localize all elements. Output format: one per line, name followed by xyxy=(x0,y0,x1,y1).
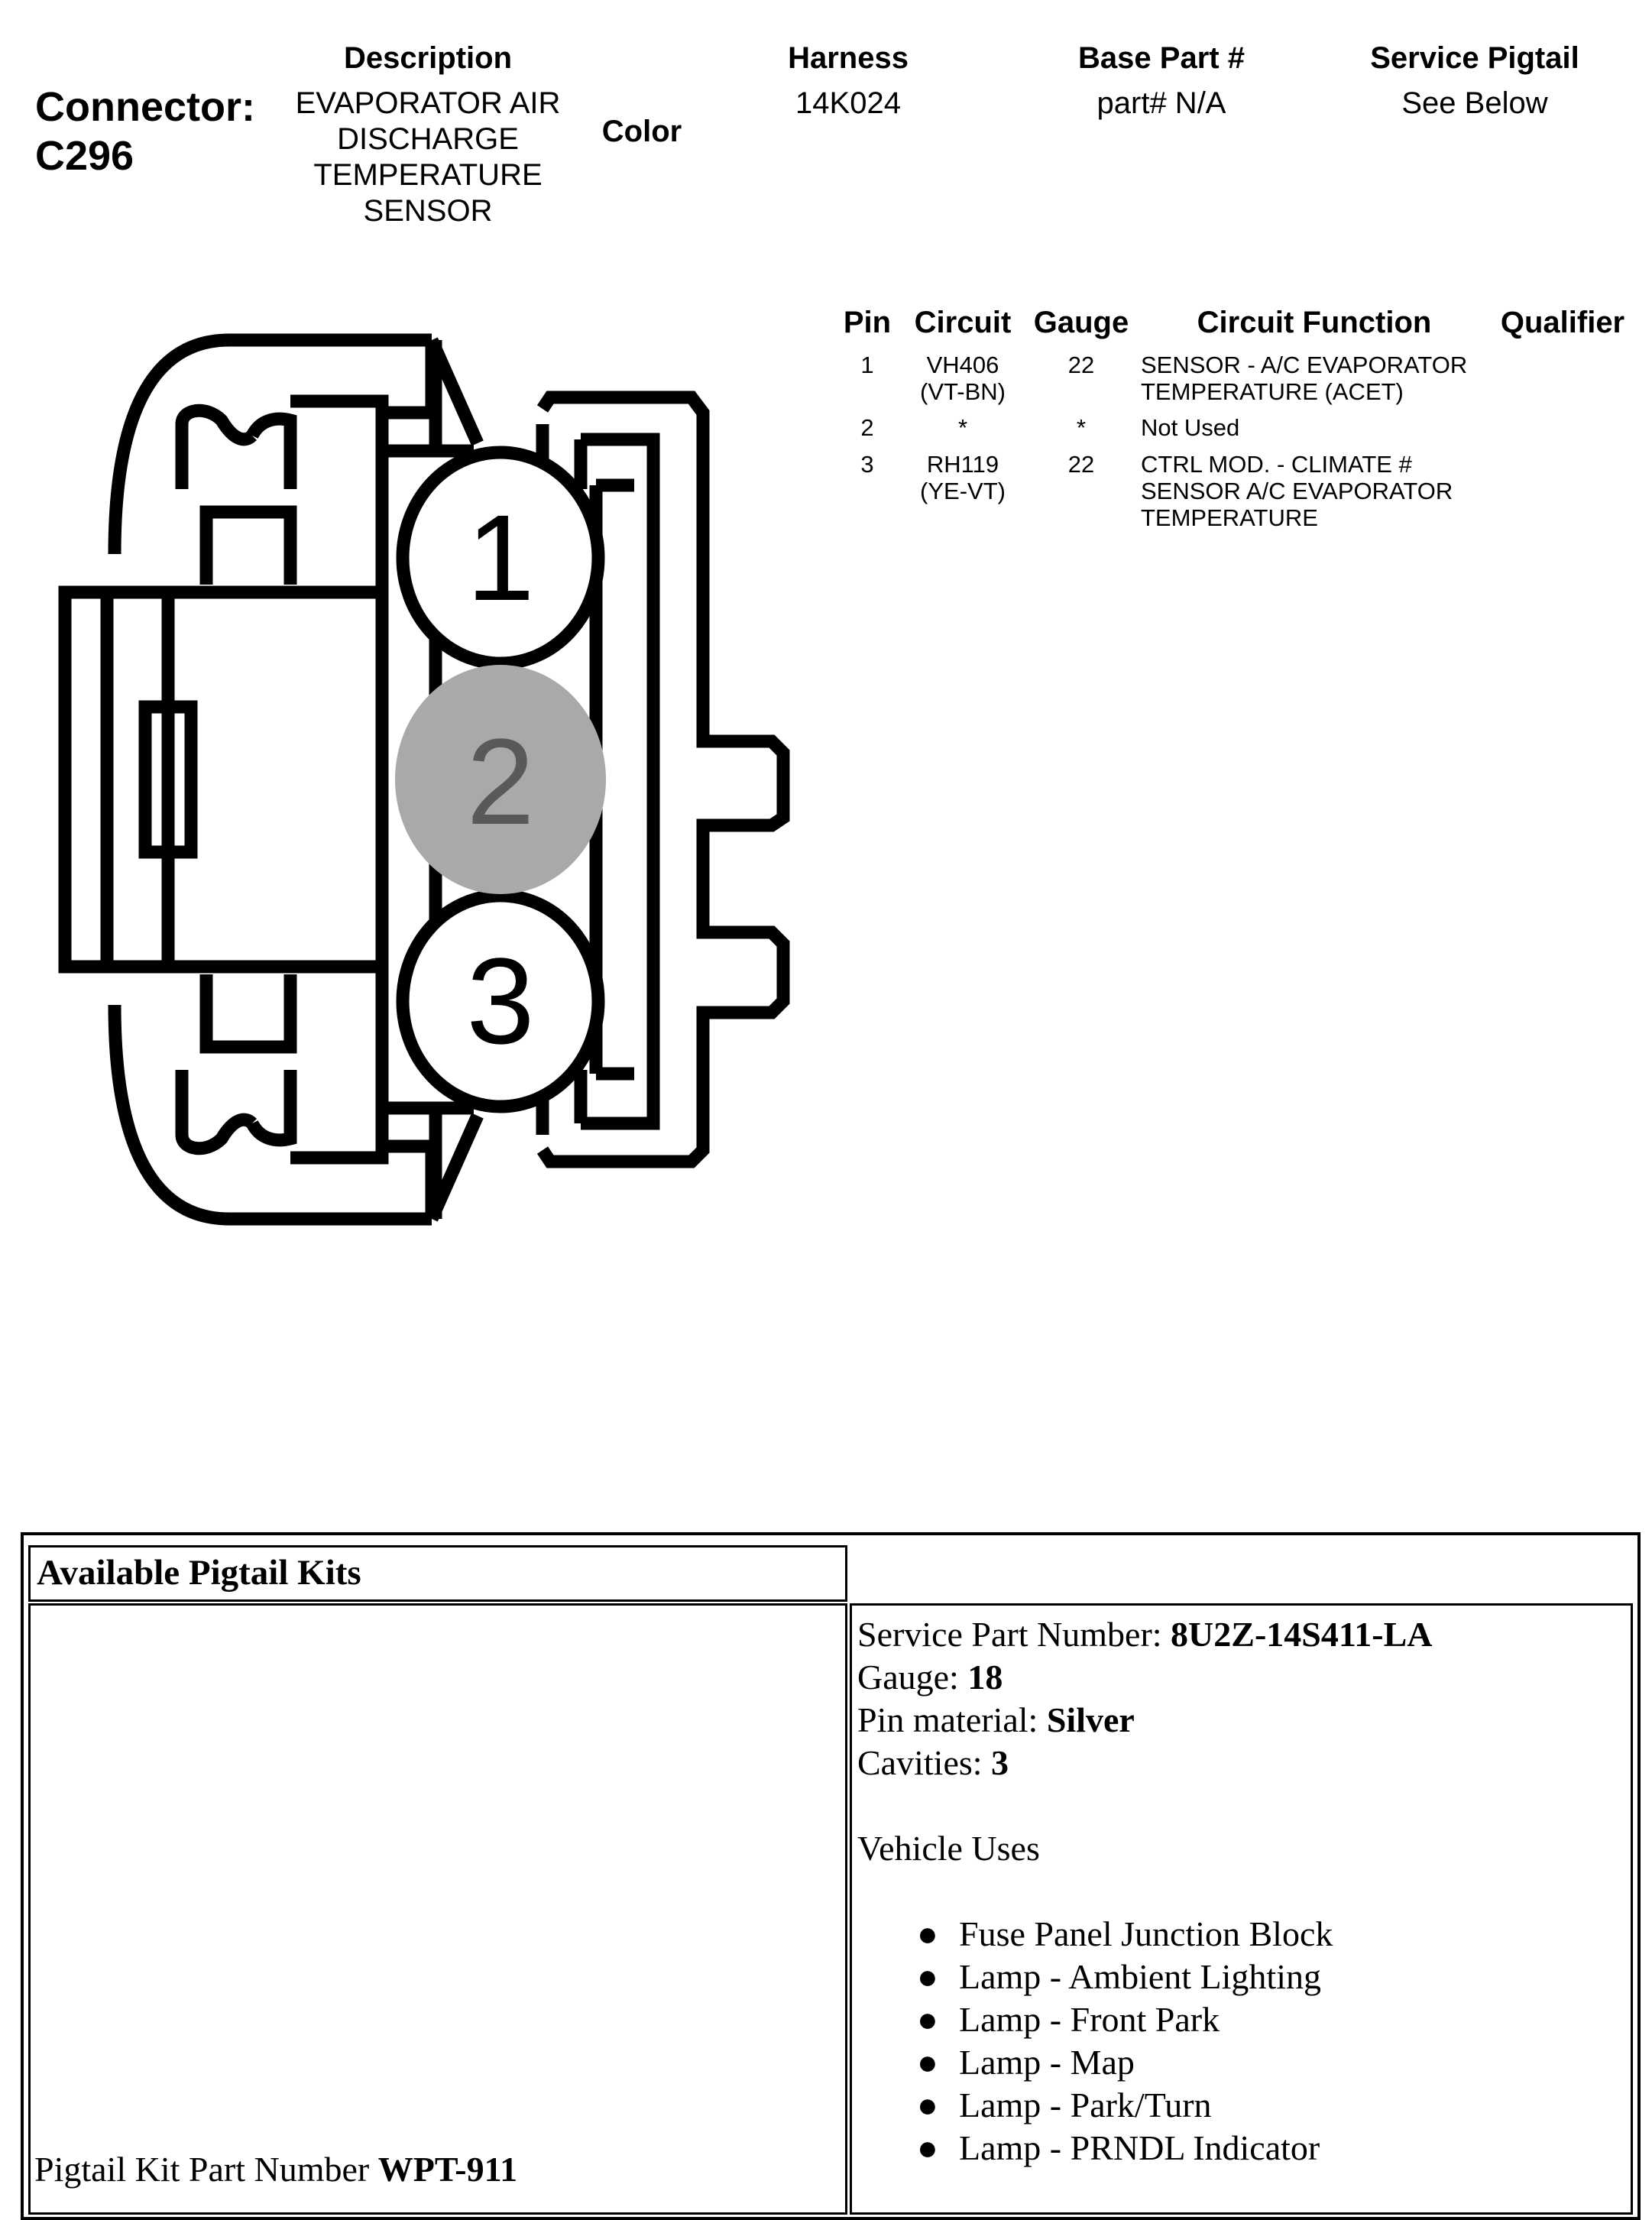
vehicle-use: Lamp - Map xyxy=(959,2043,1135,2082)
kit-part-label: Pigtail Kit Part Number xyxy=(34,2150,378,2189)
pigtail-kits-title: Available Pigtail Kits xyxy=(37,1553,361,1593)
connector-title xyxy=(35,83,255,180)
bullet-icon: ● xyxy=(917,2086,938,2124)
list-item xyxy=(917,2041,1631,2084)
table-row-pin: 2 xyxy=(860,414,874,441)
vehicle-use: Lamp - Front Park xyxy=(959,2000,1220,2039)
table-row-circuit xyxy=(902,451,1024,504)
service-part-value: 8U2Z-14S411-LA xyxy=(1171,1615,1433,1654)
table-row-pin: 3 xyxy=(860,451,874,478)
vehicle-use: Lamp - Ambient Lighting xyxy=(959,1957,1321,1996)
function-column-header: Circuit Function xyxy=(1197,306,1432,339)
pin-3-label: 3 xyxy=(466,932,535,1069)
service-pigtail-header: Service Pigtail xyxy=(1370,41,1579,75)
function-line: TEMPERATURE xyxy=(1141,504,1318,531)
pigtail-spec-cell xyxy=(850,1603,1633,2215)
pin-1 xyxy=(403,452,598,663)
pin-1-label: 1 xyxy=(466,489,535,626)
table-row-circuit xyxy=(902,352,1024,405)
pin-material-label: Pin material: xyxy=(857,1700,1047,1739)
kit-part-value: WPT-911 xyxy=(377,2150,518,2189)
circuit-column-header: Circuit xyxy=(914,306,1012,339)
gauge-column-header: Gauge xyxy=(1033,306,1129,339)
gauge-value: 18 xyxy=(967,1658,1003,1697)
circuit-color: (YE-VT) xyxy=(920,478,1006,504)
service-part-label: Service Part Number: xyxy=(857,1615,1171,1654)
description-line: EVAPORATOR AIR xyxy=(295,86,561,120)
connector-id: C296 xyxy=(35,133,134,179)
vehicle-use: Fuse Panel Junction Block xyxy=(959,1914,1333,1953)
table-row-gauge: 22 xyxy=(1067,352,1095,378)
harness-value: 14K024 xyxy=(795,86,901,120)
vehicle-use: Lamp - PRNDL Indicator xyxy=(959,2128,1320,2167)
color-header: Color xyxy=(601,115,682,148)
service-part-number xyxy=(857,1613,1631,1656)
table-row-gauge: 22 xyxy=(1067,451,1095,478)
bullet-icon: ● xyxy=(917,2128,938,2167)
vehicle-uses-list xyxy=(917,1913,1631,2170)
description-line: SENSOR xyxy=(363,194,493,228)
base-part-value: part# N/A xyxy=(1096,86,1226,120)
table-row-function xyxy=(1141,352,1492,405)
circuit-code: * xyxy=(957,414,968,441)
bullet-icon: ● xyxy=(917,2000,938,2039)
list-item xyxy=(917,1956,1631,1998)
circuit-color: (VT-BN) xyxy=(920,378,1006,405)
pigtail-kit-part-number xyxy=(34,2148,517,2191)
list-item xyxy=(917,2084,1631,2127)
list-item xyxy=(917,1913,1631,1956)
table-row-function xyxy=(1141,451,1492,531)
cavities-label: Cavities: xyxy=(857,1743,992,1782)
list-item xyxy=(917,1998,1631,2041)
vehicle-use: Lamp - Park/Turn xyxy=(959,2086,1212,2124)
pigtail-kit-image-cell xyxy=(28,1603,847,2215)
bullet-icon: ● xyxy=(917,2043,938,2082)
pin-material-spec xyxy=(857,1699,1631,1742)
function-line: SENSOR - A/C EVAPORATOR xyxy=(1141,352,1468,378)
pin-3 xyxy=(403,896,598,1107)
table-row-gauge: * xyxy=(1076,414,1087,441)
circuit-code: VH406 xyxy=(926,352,999,378)
gauge-spec xyxy=(857,1656,1631,1699)
description-header: Description xyxy=(343,41,513,75)
bullet-icon: ● xyxy=(917,1957,938,1996)
connector-label: Connector: xyxy=(35,84,255,130)
gauge-label: Gauge: xyxy=(857,1658,968,1697)
cavities-spec xyxy=(857,1742,1631,1784)
description-line: DISCHARGE xyxy=(337,122,519,156)
bullet-icon: ● xyxy=(917,1914,938,1953)
list-item xyxy=(917,2127,1631,2170)
function-line: TEMPERATURE (ACET) xyxy=(1141,378,1404,405)
function-line: SENSOR A/C EVAPORATOR xyxy=(1141,478,1453,504)
pigtail-kits-title-cell xyxy=(28,1545,847,1602)
pin-material-value: Silver xyxy=(1046,1700,1135,1739)
service-pigtail-value: See Below xyxy=(1401,86,1548,120)
cavities-value: 3 xyxy=(991,1743,1009,1782)
table-row-function xyxy=(1141,414,1492,441)
description-value xyxy=(275,86,581,229)
table-row-circuit xyxy=(902,414,1024,441)
pin-2 xyxy=(395,665,606,894)
harness-header: Harness xyxy=(788,41,909,75)
function-line: CTRL MOD. - CLIMATE # xyxy=(1141,451,1412,478)
vehicle-uses-label: Vehicle Uses xyxy=(857,1829,1040,1868)
base-part-header: Base Part # xyxy=(1078,41,1245,75)
connector-diagram xyxy=(0,290,841,1253)
circuit-code: RH119 xyxy=(926,451,999,478)
description-line: TEMPERATURE xyxy=(313,158,543,192)
pin-2-label: 2 xyxy=(466,713,535,850)
function-line: Not Used xyxy=(1141,414,1240,441)
qualifier-column-header: Qualifier xyxy=(1500,306,1625,339)
table-row-pin: 1 xyxy=(860,352,874,378)
pin-column-header: Pin xyxy=(843,306,892,339)
